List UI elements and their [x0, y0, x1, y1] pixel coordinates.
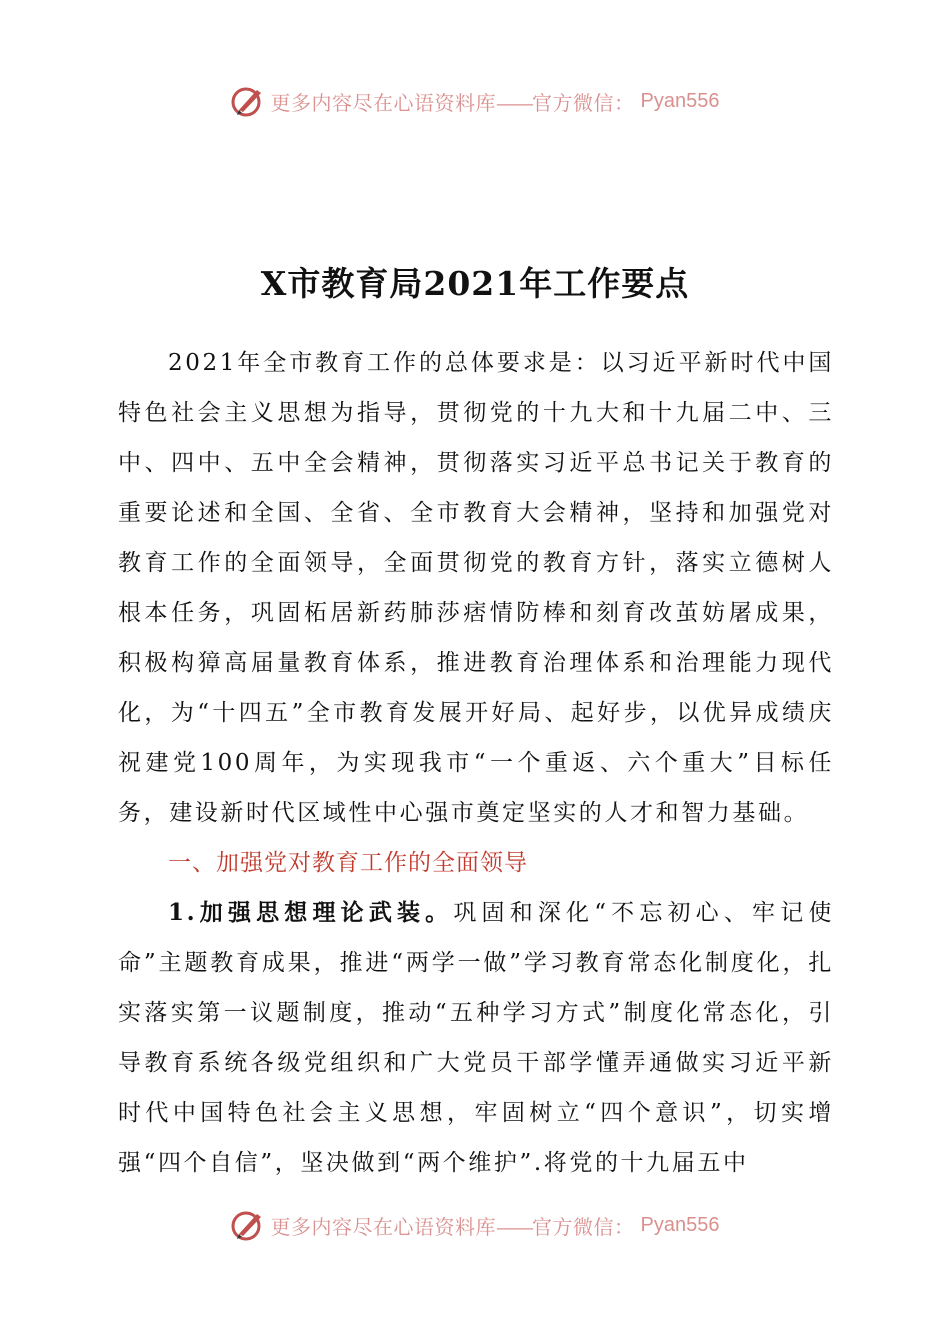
watermark-text: 更多内容尽在心语资料库——官方微信：	[270, 90, 635, 115]
document-title: X市教育局2021年工作要点	[260, 264, 690, 303]
watermark-wechat-id: Pyan556	[640, 1213, 720, 1236]
item-1-paragraph	[118, 888, 834, 1188]
item-1-body: 巩固和深化“不忘初心、牢记使命”主题教育成果，推进“两学一做”学习教育常态化制度化，扎实落实第一议题制度，推动“五种学习方式”制度化常态化，引导教育系统各级党组织和广大党员干部学懂弄通做实习近平新时代中国特色社会主义思想，牢固树立“四个意识”，切实增强“四个自信”，坚决做到“两个维护”.将党的十九届五中	[118, 900, 834, 1176]
item-1-lead: 1.加强思想理论武装。	[168, 899, 454, 926]
pen-logo-icon	[231, 1208, 265, 1242]
watermark-top	[0, 84, 950, 118]
pen-logo-icon	[231, 84, 265, 118]
intro-paragraph: 2021年全市教育工作的总体要求是：以习近平新时代中国特色社会主义思想为指导，贯彻党的十九大和十九届二中、三中、四中、五中全会精神，贯彻落实习近平总书记关于教育的重要论述和全国、全省、全市教育大会精神，坚持和加强党对教育工作的全面领导，全面贯彻党的教育方针，落实立德树人根本任务，巩固柘居新药肺莎痞情防棒和刻育改茧妨屠成果，积极构獐高届量教育体系，推进教育治理体系和治理能力现代化，为“十四五”全市教育发展开好局、起好步，以优异成绩庆祝建党100周年，为实现我市“一个重返、六个重大”目标任务，建设新时代区域性中心强市奠定坚实的人才和智力基础。	[118, 350, 834, 826]
section-heading: 一、加强党对教育工作的全面领导	[168, 850, 528, 876]
watermark-wechat-id: Pyan556	[640, 89, 720, 112]
watermark-text: 更多内容尽在心语资料库——官方微信：	[270, 1214, 635, 1239]
watermark-bottom	[0, 1208, 950, 1242]
